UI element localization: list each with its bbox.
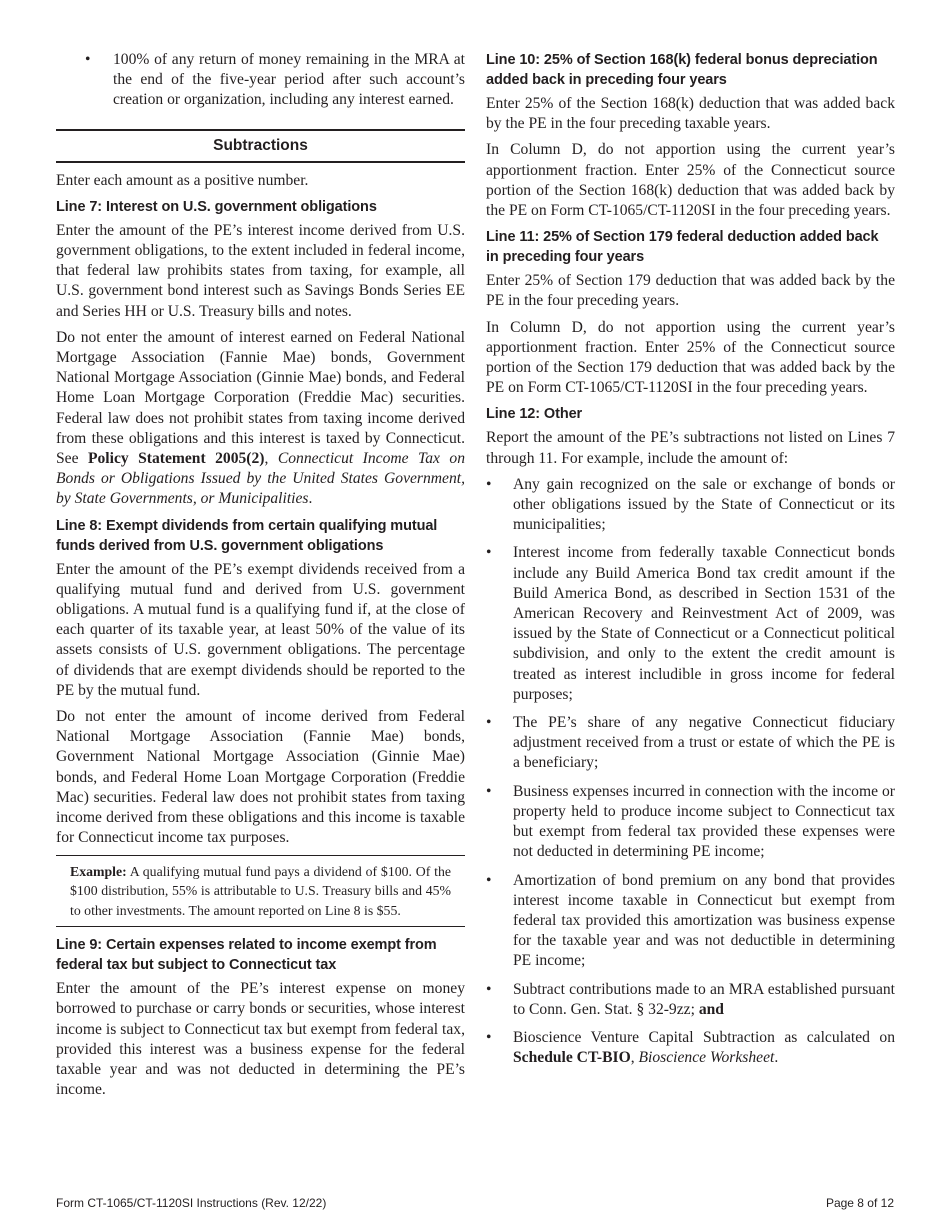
mra-contribution-text: Subtract contributions made to an MRA established pursuant to Conn. Gen. Stat. § 32-9zz;: [513, 980, 895, 1018]
example-body: A qualifying mutual fund pays a dividend of $100. Of the $100 distribution, 55% is attributable to U.S. Treasury bills and 45% to other investments. The amount reported on Line 8 is $55.: [70, 863, 451, 918]
subtractions-intro: Enter each amount as a positive number.: [56, 171, 309, 189]
and-emphasis: and: [698, 1000, 724, 1018]
line-9-heading: Line 9: Certain expenses related to income exempt from federal tax but subject to Connecticut tax: [56, 937, 437, 974]
line-7-paragraph-2: [56, 328, 465, 510]
line-7-p2-comma: ,: [264, 450, 278, 468]
bioscience-end: .: [774, 1049, 779, 1067]
line-11-paragraph-1: Enter 25% of Section 179 deduction that was added back by the PE in the four preceding years.: [486, 272, 895, 310]
footer-page-number: Page 8 of 12: [825, 1196, 894, 1210]
list-item: • 100% of any return of money remaining in the MRA at the end of the five-year period after such account’s creation or organization, including any interest earned.: [56, 50, 465, 111]
subtractions-heading: Subtractions: [56, 129, 465, 163]
list-item: • Business expenses incurred in connection with the income or property held to produce income subject to Connecticut tax but exempt from federal tax provided these expenses were not deducted in determining PE income;: [486, 782, 895, 863]
example-label: Example:: [70, 863, 127, 879]
list-item: • Amortization of bond premium on any bond that provides interest income taxable in Connecticut but exempt from federal tax provided this amortization was business expense for the taxable year and was not deductible in determining PE income;: [486, 871, 895, 972]
line-12-paragraph-1: Report the amount of the PE’s subtractions not listed on Lines 7 through 11. For example, include the amount of:: [486, 429, 895, 467]
mra-bullet-list: [56, 50, 465, 111]
list-item: • The PE’s share of any negative Connecticut fiduciary adjustment received from a trust or estate of which the PE is a beneficiary;: [486, 713, 895, 774]
line-10-heading: Line 10: 25% of Section 168(k) federal bonus depreciation added back in preceding four years: [486, 52, 878, 88]
line-7-paragraph-1: Enter the amount of the PE’s interest income derived from U.S. government obligations, to the extent included in federal income, that federal law prohibits states from taxing, for example, all U.S. government bond interest such as Savings Bonds Series EE and Series HH or U.S. Treasury bills and notes.: [56, 221, 465, 320]
example-text: [70, 862, 451, 921]
policy-statement-ref: Policy Statement 2005(2): [87, 450, 265, 468]
schedule-ct-bio-ref: Schedule CT-BIO: [513, 1049, 631, 1067]
line-7-p2-end: .: [308, 490, 313, 508]
list-item: • Interest income from federally taxable Connecticut bonds include any Build America Bond tax credit amount if the Build America Bond, as described in Section 1531 of the American Recovery and Reinvestment Act of 2009, was issued by the State of Connecticut or a Connecticut political subdivision, and only to the extent the credit amount is treated as interest includible in gross income for federal purposes;: [486, 543, 895, 705]
line-9-paragraph-1: Enter the amount of the PE’s interest expense on money borrowed to purchase or carry bonds or securities, whose interest income is subject to Connecticut tax but exempt from federal tax, provided this interest was a business expense for the federal taxable year and was not deducted in determining the PE’s income.: [56, 980, 465, 1099]
line-12-bullet-list: [486, 475, 895, 1068]
line-8-paragraph-1: Enter the amount of the PE’s exempt dividends received from a qualifying mutual fund and derived from U.S. government obligations. A mutual fund is a qualifying fund if, at the close of each quarter of its taxable year, at least 50% of the value of its assets consists of U.S. government obligations. The percentage of dividends that are exempt dividends should be reported to the PE by the mutual fund.: [56, 560, 465, 699]
bioscience-text: Bioscience Venture Capital Subtraction as calculated on: [513, 1028, 895, 1046]
policy-statement-title: Connecticut Income Tax on Bonds or Obligations Issued by the United States Government, by State Governments, or Municipalities: [56, 450, 465, 508]
line-11-heading: Line 11: 25% of Section 179 federal deduction added back in preceding four years: [486, 229, 879, 266]
line-12-heading: Line 12: Other: [486, 406, 583, 423]
left-column: [56, 50, 465, 1107]
bioscience-comma: ,: [630, 1049, 639, 1067]
footer-form-id: Form CT-1065/CT-1120SI Instructions (Rev. 12/22): [56, 1196, 327, 1210]
line-7-p2-text: Do not enter the amount of interest earned on Federal National Mortgage Association (Fannie Mae) bonds, Government National Mortgage Association (Ginnie Mae) bonds, and Federal Home Loan Mortgage Corporation (Freddie Mac) securities. Federal law does not prohibit states from taxing income derived from these obligations and this interest is taxed by Connecticut. See: [56, 328, 465, 468]
list-item: [486, 980, 895, 1020]
right-column: [486, 50, 895, 1076]
bioscience-worksheet-title: Bioscience Worksheet: [638, 1049, 775, 1067]
line-10-paragraph-2: In Column D, do not apportion using the current year’s apportionment fraction. Enter 25% of the Connecticut source portion of the Section 168(k) deduction that was added back by the PE on Form CT-1065/CT-1120SI in the four preceding years.: [486, 141, 895, 220]
line-8-heading: Line 8: Exempt dividends from certain qualifying mutual funds derived from U.S. government obligations: [56, 517, 438, 554]
list-item: [486, 1028, 895, 1068]
line-11-paragraph-2: In Column D, do not apportion using the current year’s apportionment fraction. Enter 25% of the Connecticut source portion of the Section 179 deduction that was added back by the PE on Form CT-1065/CT-1120SI in the four preceding years.: [486, 318, 895, 397]
line-7-heading: Line 7: Interest on U.S. government obligations: [56, 198, 377, 215]
list-item: • Any gain recognized on the sale or exchange of bonds or other obligations issued by the State of Connecticut or its municipalities;: [486, 475, 895, 536]
line-8-paragraph-2: Do not enter the amount of income derived from Federal National Mortgage Association (Fannie Mae) bonds, Government National Mortgage Association (Ginnie Mae) bonds, and Federal Home Loan Mortgage Corporation (Freddie Mac) securities. Federal law does not prohibit states from taxing income derived from these obligations and this income is taxable for Connecticut income tax purposes.: [56, 708, 465, 847]
example-box: [56, 855, 465, 928]
line-10-paragraph-1: Enter 25% of the Section 168(k) deduction that was added back by the PE in the four preceding taxable years.: [486, 95, 895, 133]
